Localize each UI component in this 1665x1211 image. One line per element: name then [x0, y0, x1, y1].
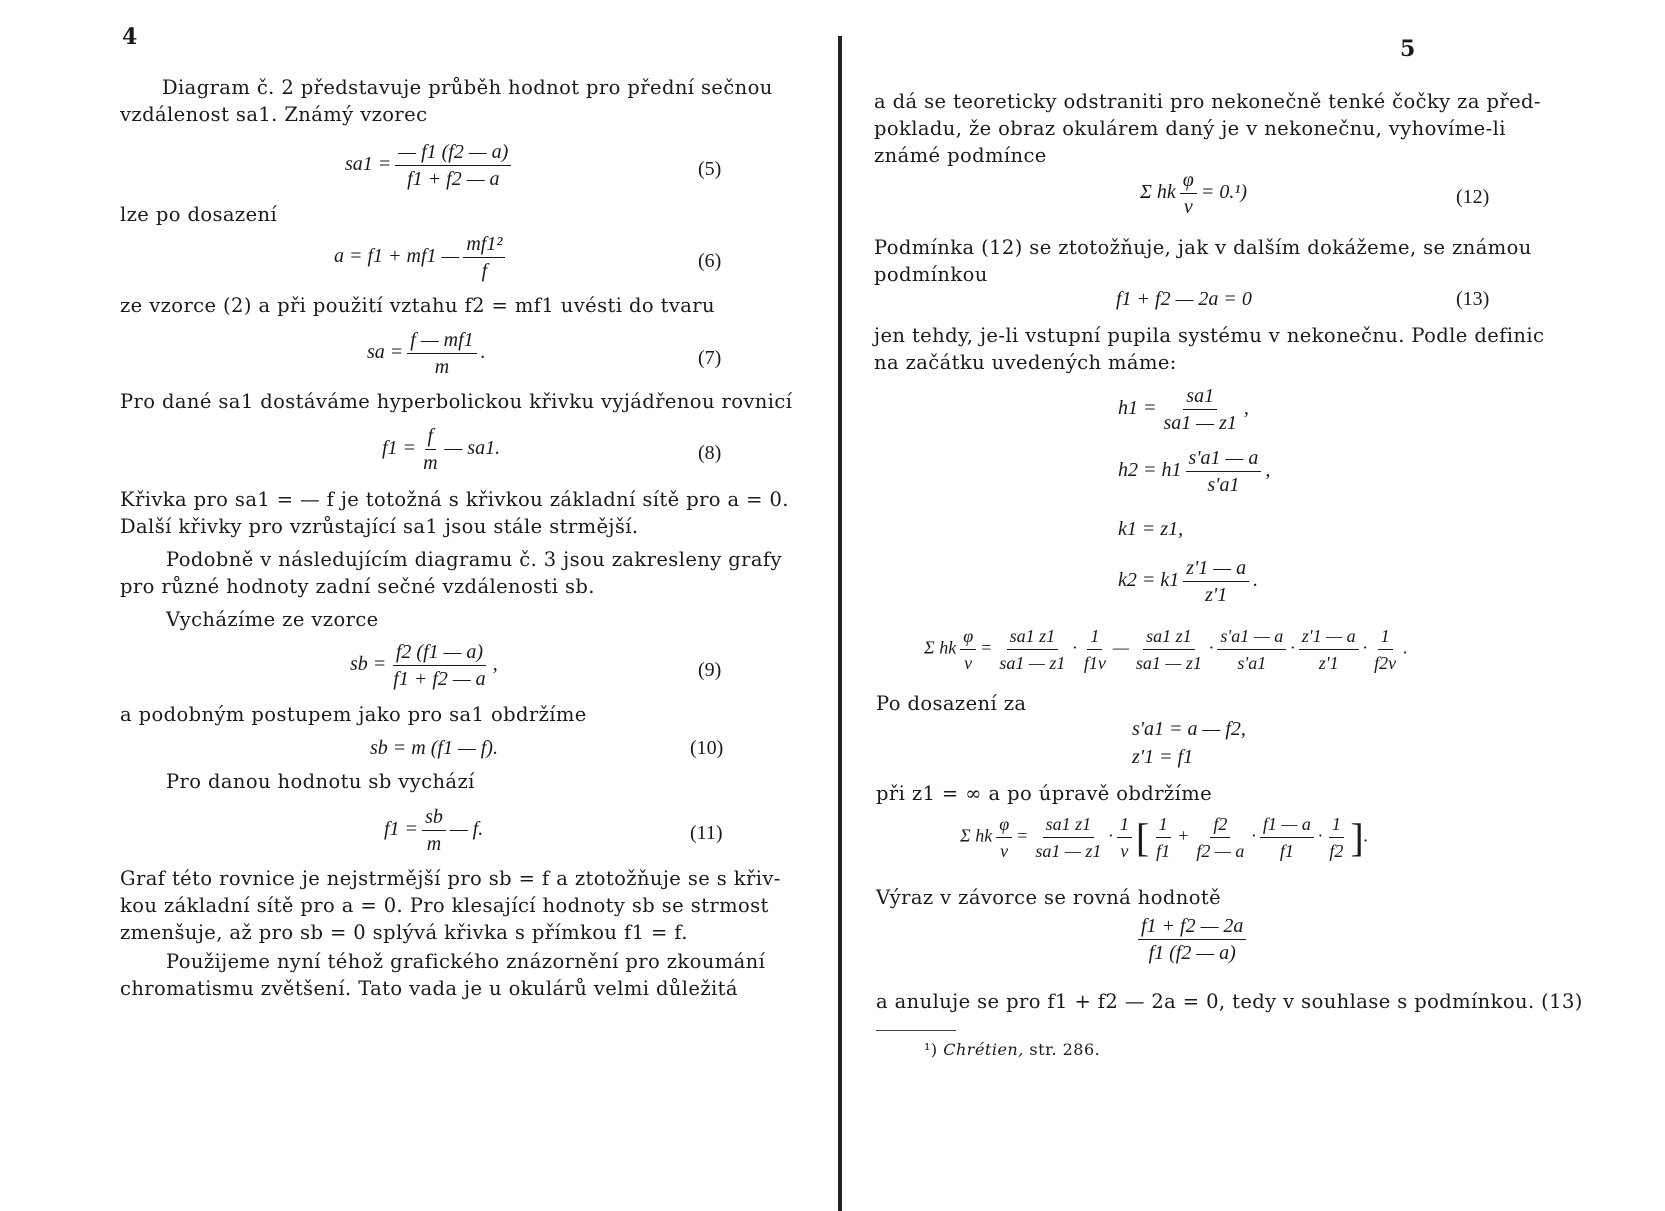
- equation-12: Σ hk $\frac{\varphi}{v}$ = 0.¹): [1140, 169, 1247, 218]
- paragraph-line: a podobným postupem jako pro sa1 obdržíme: [120, 703, 587, 726]
- paragraph-line: lze po dosazení: [120, 203, 278, 226]
- paragraph-line: pro různé hodnoty zadní sečné vzdálenosti sb.: [120, 575, 595, 598]
- equation-number: (9): [698, 659, 722, 681]
- equation-sum-2: Σ hk $\frac{\varphi}{v}$ = $\frac{sa1 z1}{sa1 — z1}$ · $\frac{1}{v}$ [ $\frac{1}{f1}$ + $\frac{f2}{f2 — a}$ · $\frac{f1 — a}{f1}$ · $\frac{1}{f2}$ ].: [960, 814, 1369, 861]
- paragraph-line: Po dosazení za: [876, 692, 1027, 715]
- equation-8: f1 = $\frac{f}{m}$ — sa1.: [382, 425, 501, 474]
- paragraph-line: Použijeme nyní téhož grafického znázornění pro zkoumání: [166, 950, 766, 973]
- paragraph-line: ze vzorce (2) a při použití vztahu f2 = mf1 uvésti do tvaru: [120, 294, 715, 317]
- paragraph-line: a anuluje se pro f1 + f2 — 2a = 0, tedy v souhlase s podmínkou. (13): [876, 990, 1583, 1013]
- paragraph-line: Pro dané sa1 dostáváme hyperbolickou křivku vyjádřenou rovnicí: [120, 390, 793, 413]
- paragraph-line: Podmínka (12) se ztotožňuje, jak v dalším dokážeme, se známou: [874, 236, 1532, 259]
- paragraph-line: pokladu, že obraz okulárem daný je v nekonečnu, vyhovíme-li: [874, 117, 1506, 140]
- equation-number: (11): [690, 822, 723, 844]
- equation-number: (6): [698, 250, 722, 272]
- equation-substitution: s'a1 = a — f2,: [1132, 718, 1246, 740]
- paragraph-line: Výraz v závorce se rovná hodnotě: [876, 886, 1222, 909]
- paragraph-line: kou základní sítě pro a = 0. Pro klesající hodnoty sb se strmost: [120, 894, 769, 917]
- right-page: [842, 0, 1665, 1211]
- equation-number: (13): [1456, 288, 1490, 310]
- paragraph-line: při z1 = ∞ a po úpravě obdržíme: [876, 782, 1213, 805]
- equation-11: f1 = $\frac{sb}{m}$ — f.: [384, 806, 484, 855]
- equation-h2: h2 = h1 $\frac{s'a1 — a}{s'a1}$ ,: [1118, 447, 1271, 496]
- paragraph-line: známé podmínce: [874, 144, 1047, 167]
- page-number: 4: [122, 24, 138, 50]
- footnote-rule: [876, 1030, 956, 1031]
- equation-number: (8): [698, 442, 722, 464]
- page-number: 5: [1400, 36, 1416, 62]
- equation-13: f1 + f2 — 2a = 0: [1116, 288, 1252, 310]
- paragraph-line: a dá se teoreticky odstraniti pro nekonečně tenké čočky za před-: [874, 90, 1541, 113]
- paragraph-line: na začátku uvedených máme:: [874, 351, 1177, 374]
- equation-k2: k2 = k1 $\frac{z'1 — a}{z'1}$ .: [1118, 557, 1259, 606]
- paragraph-line: Podobně v následujícím diagramu č. 3 jsou zakresleny grafy: [166, 548, 782, 571]
- paragraph-line: Diagram č. 2 představuje průběh hodnot pro přední sečnou: [162, 76, 773, 99]
- equation-6: a = f1 + mf1 — $\frac{\text{mf1²}}{f}$: [334, 232, 509, 283]
- equation-bracket-value: $\frac{f1 + f2 — 2a}{f1 (f2 — a)}$: [1134, 914, 1250, 965]
- equation-number: (10): [690, 737, 724, 759]
- equation-substitution: z'1 = f1: [1132, 746, 1194, 768]
- equation-number: (7): [698, 347, 722, 369]
- paragraph-line: Graf této rovnice je nejstrmější pro sb = f a ztotožňuje se s křiv-: [120, 867, 781, 890]
- paragraph-line: Pro danou hodnotu sb vychází: [166, 770, 475, 793]
- paragraph-line: Další křivky pro vzrůstající sa1 jsou stále strmější.: [120, 515, 639, 538]
- equation-number: (12): [1456, 186, 1490, 208]
- equation-5: sa1 = $\frac{— f1 (f2 — a)}{f1 + f2 — a}$: [345, 140, 515, 191]
- equation-k1: k1 = z1,: [1118, 518, 1184, 540]
- paragraph-line: vzdálenost sa1. Známý vzorec: [120, 103, 428, 126]
- paragraph-line: jen tehdy, je-li vstupní pupila systému v nekonečnu. Podle definic: [874, 324, 1545, 347]
- paragraph-line: Vycházíme ze vzorce: [166, 608, 379, 631]
- equation-sum-1: Σ hk $\frac{\varphi}{v}$ = $\frac{sa1 z1}{sa1 — z1}$ · $\frac{1}{f1v}$ — $\frac{sa1 z1}{sa1 — z1}$ · $\frac{s'a1 — a}{s'a1}$ · $\frac{z'1 — a}{z'1}$ · $\frac{1}{f2v}$ .: [924, 626, 1408, 673]
- paragraph-line: chromatismu zvětšení. Tato vada je u okulárů velmi důležitá: [120, 977, 738, 1000]
- paragraph-line: zmenšuje, až pro sb = 0 splývá křivka s přímkou f1 = f.: [120, 921, 688, 944]
- equation-h1: h1 = $\frac{sa1}{sa1 — z1}$ ,: [1118, 385, 1249, 434]
- paragraph-line: podmínkou: [874, 263, 988, 286]
- equation-10: sb = m (f1 — f).: [370, 737, 498, 759]
- paragraph-line: Křivka pro sa1 = — f je totožná s křivkou základní sítě pro a = 0.: [120, 488, 789, 511]
- footnote: ¹) Chrétien, str. 286.: [924, 1040, 1101, 1059]
- equation-7: sa = $\frac{f — mf1}{m}$ .: [367, 329, 486, 378]
- equation-9: sb = $\frac{f2 (f1 — a)}{f1 + f2 — a}$ ,: [350, 641, 498, 690]
- equation-number: (5): [698, 158, 722, 180]
